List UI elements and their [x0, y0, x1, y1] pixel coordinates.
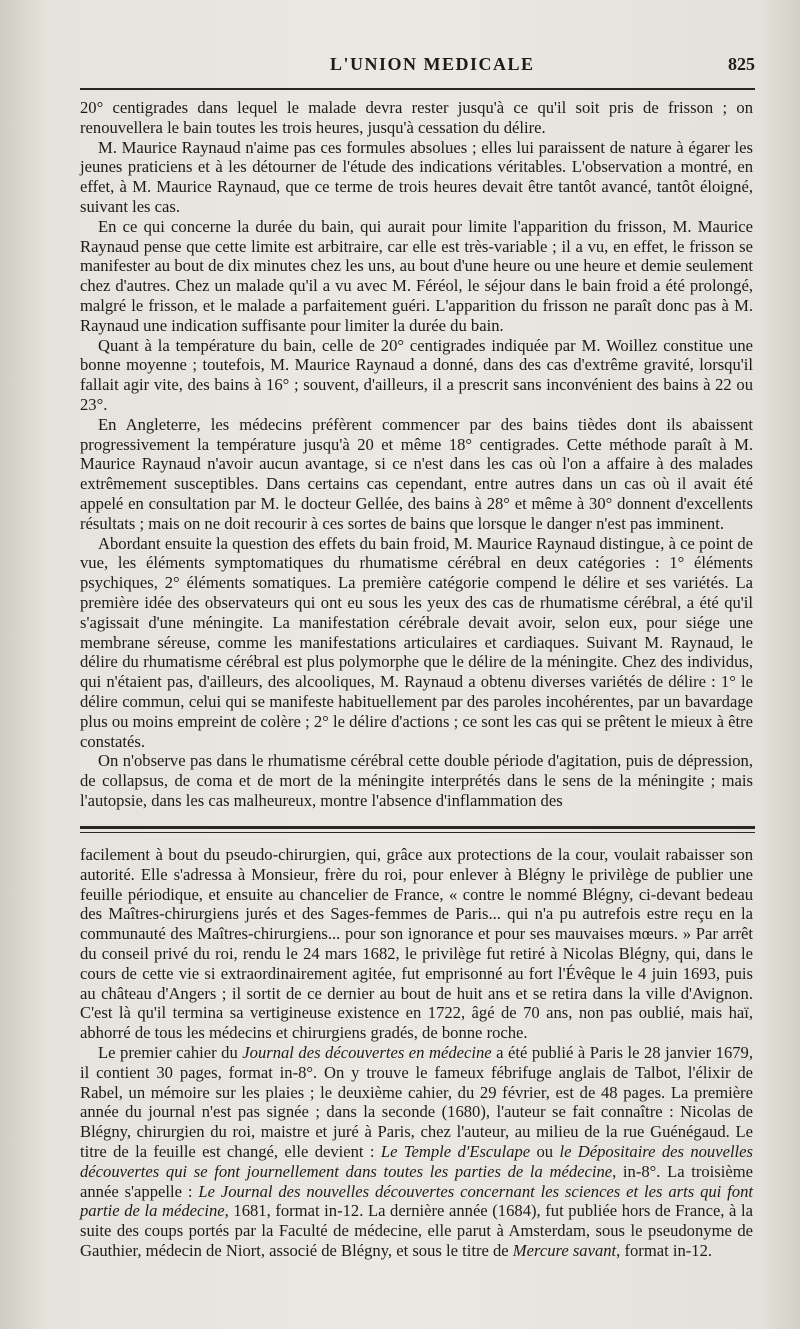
paragraph: En Angleterre, les médecins préfèrent commencer par des bains tièdes dont ils abaissent progressivement la température jusqu'à 20 et même 18° centigrades. Cette méthode paraît à M. Maurice Raynaud n'avoir aucun avantage, si ce n'est dans les cas où l'on a affaire à des malades extrêmement susceptibles. Dans certains cas cependant, entre autres dans un cas où il avait été appelé en consultation par M. le docteur Gellée, des bains à 28° et même à 30° donnent d'excellents résultats ; mais on ne doit recourir à ces sortes de bains que lorsque le danger n'est pas imminent.: [80, 414, 753, 533]
paragraph: [80, 1043, 753, 1261]
paragraph: M. Maurice Raynaud n'aime pas ces formules absolues ; elles lui paraissent de nature à égarer les jeunes praticiens et à les détourner de l'étude des indications véritables. L'observation a montré, en effet, à M. Maurice Raynaud, que ce terme de trois heures devait être tantôt avancé, tantôt éloigné, suivant les cas.: [80, 137, 753, 216]
page-number: 825: [728, 54, 755, 74]
section-divider-thick: [80, 826, 755, 829]
running-title: L'UNION MEDICALE: [330, 54, 535, 74]
paragraph: En ce qui concerne la durée du bain, qui aurait pour limite l'apparition du frisson, M. Maurice Raynaud pense que cette limite est arbitraire, car elle est très-variable ; il a vu, en effet, le frisson se manifester au bout de dix minutes chez les uns, au bout d'une heure ou une heure et demie seulement chez d'autres. Chez un malade qu'il a vu avec M. Féréol, le séjour dans le bain froid a été prolongé, malgré le frisson, et le malade a parfaitement guéri. L'apparition du frisson ne paraît donc pas à M. Raynaud une indication suffisante pour limiter la durée du bain.: [80, 216, 753, 335]
main-article: [80, 98, 753, 811]
paragraph: Quant à la température du bain, celle de 20° centigrades indiquée par M. Woillez constitue une bonne moyenne ; toutefois, M. Maurice Raynaud a donné, dans des cas d'extrême gravité, lorsqu'il fallait agir vite, des bains à 16° ; souvent, d'ailleurs, il a prescrit sans inconvénient des bains à 22 ou 23°.: [80, 335, 753, 414]
feuilleton-article: [80, 845, 753, 1261]
journal-title: Le Journal des nouvelles découvertes concernant les sciences et les arts qui font partie de la médecine: [80, 1181, 753, 1221]
page-header: [80, 50, 755, 80]
paragraph: 20° centigrades dans lequel le malade devra rester jusqu'à ce qu'il soit pris de frisson ; on renouvellera le bain toutes les trois heures, jusqu'à cessation du délire.: [80, 98, 753, 137]
paragraph: Abordant ensuite la question des effets du bain froid, M. Maurice Raynaud distingue, à ce point de vue, les éléments symptomatiques du rhumatisme cérébral en deux catégories : 1° éléments psychiques, 2° éléments somatiques. La première catégorie compend le délire et ses variétés. La première idée des observateurs qui ont eu sous les yeux des cas de rhumatisme cérébral, a été qu'il s'agissait d'une méningite. La manifestation cérébrale devait avoir, selon eux, pour siége une membrane séreuse, comme les manifestations articulaires et cardiaques. Suivant M. Raynaud, le délire du rhumatisme cérébral est plus polymorphe que le délire de la méningite. Chez des individus, qui n'étaient pas, d'ailleurs, des alcooliques, M. Raynaud a obtenu diverses variétés de délire : 1° le délire commun, celui qui se manifeste habituellement par des paroles incohérentes, par un bavardage plus ou moins empreint de colère ; 2° le délire d'actions ; ce sont les cas qui se prêtent le mieux à être constatés.: [80, 533, 753, 751]
journal-title: Le Temple d'Esculape: [380, 1141, 531, 1161]
paragraph: On n'observe pas dans le rhumatisme cérébral cette double période d'agitation, puis de dépression, de collapsus, de coma et de mort de la méningite interprétés dans le sens de la méningite ; mais l'autopsie, dans les cas malheureux, montre l'absence d'inflammation des: [80, 751, 753, 810]
text-run: , 1681, format in-12. La dernière année (1684), fut publiée hors de France, à la suite des coups portés par la Faculté de médecine, elle parut à Amsterdam, sous le pseudonyme de Gauthier, médecin de Niort, associé de Blégny, et sous le titre de: [80, 1201, 753, 1260]
header-rule: [80, 88, 755, 90]
paragraph: facilement à bout du pseudo-chirurgien, qui, grâce aux protections de la cour, voulait rabaisser son autorité. Elle s'adressa à Monsieur, frère du roi, pour enlever à Blégny le privilège de publier une feuille périodique, et ensuite au chancelier de France, « contre le nommé Blégny, ci-devant bedeau des Maîtres-chirurgiens jurés et des Sages-femmes de Paris... qui n'a pu autrefois estre reçu en la communauté des Maîtres-chirurgiens... pour son ignorance et pour ses mauvaises mœurs. » Par arrêt du conseil privé du roi, rendu le 24 mars 1682, le privilège fut retiré à Nicolas Blégny, qui, dans le cours de cette vie si extraordinairement agitée, fut emprisonné au fort l'Évêque le 4 juin 1693, puis au château d'Angers ; il sortit de ce dernier au bout de huit ans et se retira dans la ville d'Avignon. C'est là qu'il termina sa vertigineuse existence en 1722, âgé de 70 ans, non pas oublié, mais haï, abhorré de tous les médecins et chirurgiens gradés, de bonne roche.: [80, 845, 753, 1043]
text-run: , format in-12.: [616, 1240, 713, 1260]
text-run: ou: [530, 1141, 560, 1161]
text-run: , in-8°. La troisième année s'appelle :: [80, 1161, 753, 1201]
text-run: Le premier cahier du: [98, 1042, 243, 1062]
journal-title: Mercure savant: [512, 1240, 617, 1260]
journal-title: Journal des découvertes en médecine: [242, 1042, 492, 1062]
section-divider-thin: [80, 832, 755, 833]
text-run: a été publié à Paris le 28 janvier 1679, il contient 30 pages, format in-8°. On y trouve le fameux fébrifuge anglais de Talbot, l'élixir de Rabel, un mémoire sur les plaies ; le deuxième cahier, du 29 février, est de 48 pages. La première année du journal n'est pas signée ; dans la seconde (1680), l'auteur se fait connaître : Nicolas de Blégny, chirurgien du roi, maistre et juré à Paris, chez l'auteur, au milieu de la rue Guénégaud. Le titre de la feuille est changé, elle devient :: [80, 1042, 753, 1161]
journal-title: le Dépositaire des nouvelles découvertes qui se font journellement dans toutes les parties de la médecine: [80, 1141, 753, 1181]
